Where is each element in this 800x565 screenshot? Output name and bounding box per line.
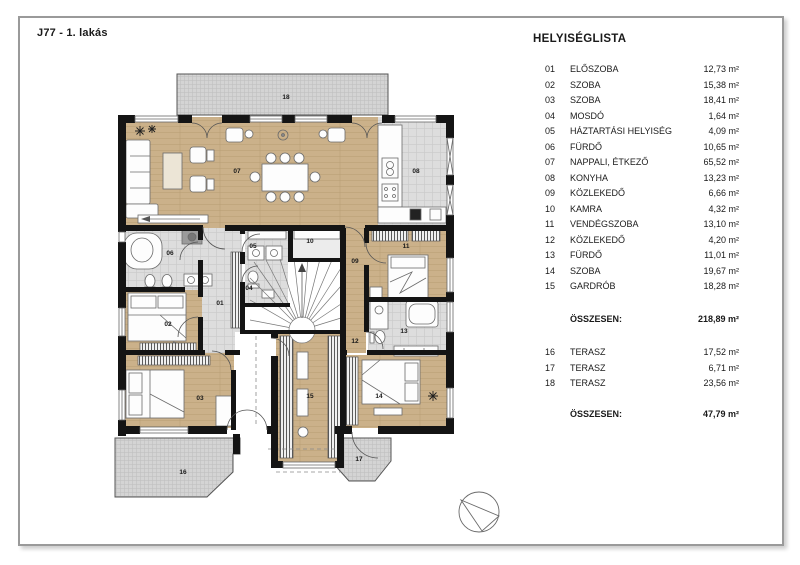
room-label-16: 16 bbox=[179, 469, 187, 476]
room-label-01: 01 bbox=[216, 300, 224, 307]
terrace-list-rows bbox=[545, 345, 739, 392]
pantry-shelf-10 bbox=[294, 230, 340, 239]
room-list-row bbox=[545, 171, 739, 187]
room-label-13: 13 bbox=[400, 328, 408, 335]
room-list-row bbox=[545, 124, 739, 140]
room-name: KÖZLEKEDŐ bbox=[570, 188, 626, 198]
coffee-table bbox=[163, 153, 182, 189]
room-area: 1,64 m² bbox=[708, 110, 739, 121]
room-label-10: 10 bbox=[306, 238, 314, 245]
room-label-15: 15 bbox=[306, 393, 314, 400]
room-number: 09 bbox=[545, 188, 556, 198]
room-label-05: 05 bbox=[249, 243, 257, 250]
room-list-row bbox=[545, 264, 739, 280]
room-number: 13 bbox=[545, 250, 556, 260]
room-list-row bbox=[545, 217, 739, 233]
room-area: 4,20 m² bbox=[708, 234, 739, 245]
terrace-area: 17,52 m² bbox=[703, 347, 739, 357]
room-name: SZOBA bbox=[570, 79, 601, 90]
north-arrow-icon bbox=[459, 492, 499, 532]
room-list-row bbox=[545, 78, 739, 94]
terrace-total-label: ÖSSZESEN: bbox=[570, 409, 623, 419]
room-name: KAMRA bbox=[570, 203, 603, 214]
terrace-number: 16 bbox=[545, 347, 556, 357]
room-area: 13,23 m² bbox=[703, 172, 739, 183]
room-list-row bbox=[545, 202, 739, 218]
room-label-11: 11 bbox=[402, 243, 410, 250]
room-area: 15,38 m² bbox=[703, 79, 739, 90]
room-name: SZOBA bbox=[570, 95, 601, 105]
room-number: 05 bbox=[545, 126, 556, 136]
room-area: 6,66 m² bbox=[708, 188, 739, 198]
room-name: FÜRDŐ bbox=[570, 250, 602, 260]
room-area: 12,73 m² bbox=[703, 64, 739, 74]
room-number: 14 bbox=[545, 265, 556, 276]
room-name: NAPPALI, ÉTKEZŐ bbox=[570, 157, 649, 167]
room-list-row bbox=[545, 140, 739, 156]
room-area: 19,67 m² bbox=[703, 265, 739, 276]
terrace-list-row bbox=[545, 345, 739, 361]
room-list-row bbox=[545, 248, 739, 264]
room-area: 10,65 m² bbox=[703, 141, 739, 152]
terrace-total-row bbox=[545, 407, 739, 423]
terrace-16 bbox=[115, 438, 240, 497]
room-number: 10 bbox=[545, 203, 556, 214]
terrace-name: TERASZ bbox=[570, 347, 606, 357]
terrace-area: 23,56 m² bbox=[703, 378, 739, 388]
room-name: KONYHA bbox=[570, 172, 609, 183]
room-number: 06 bbox=[545, 141, 556, 152]
terrace-list-row bbox=[545, 361, 739, 377]
terrace-area: 6,71 m² bbox=[708, 362, 739, 373]
room-number: 08 bbox=[545, 172, 556, 183]
sideboard-sliding-door bbox=[138, 215, 208, 223]
room-number: 02 bbox=[545, 79, 556, 90]
room-number: 04 bbox=[545, 110, 556, 121]
room-list-row bbox=[545, 155, 739, 171]
terrace-list-row bbox=[545, 376, 739, 392]
rooms-total-label: ÖSSZESEN: bbox=[570, 313, 623, 324]
terrace-number: 17 bbox=[545, 362, 556, 373]
room-list-row bbox=[545, 93, 739, 109]
room-label-02: 02 bbox=[164, 321, 172, 328]
room-list-row bbox=[545, 233, 739, 249]
room-list-rows bbox=[545, 62, 739, 295]
terrace-name: TERASZ bbox=[570, 378, 606, 388]
room-number: 12 bbox=[545, 234, 556, 245]
room-area: 13,10 m² bbox=[703, 219, 739, 229]
room-area: 65,52 m² bbox=[703, 157, 739, 167]
room-area: 18,41 m² bbox=[703, 95, 739, 105]
room-number: 03 bbox=[545, 95, 556, 105]
room-name: GARDRÓB bbox=[570, 281, 616, 291]
room-label-17: 17 bbox=[355, 456, 363, 463]
plan-title: J77 - 1. lakás bbox=[37, 27, 108, 39]
room-area: 11,01 m² bbox=[704, 250, 739, 260]
rooms-total-area: 218,89 m² bbox=[697, 313, 739, 324]
room-name: KÖZLEKEDŐ bbox=[570, 234, 626, 245]
room-area: 18,28 m² bbox=[703, 281, 739, 291]
room-list bbox=[545, 62, 739, 423]
room-list-row bbox=[545, 186, 739, 202]
room-name: HÁZTARTÁSI HELYISÉG bbox=[570, 126, 673, 136]
room-list-row bbox=[545, 109, 739, 125]
room-label-08: 08 bbox=[412, 168, 420, 175]
room-label-07: 07 bbox=[233, 168, 241, 175]
room-number: 07 bbox=[545, 157, 556, 167]
room-name: MOSDÓ bbox=[570, 110, 605, 121]
room-number: 11 bbox=[545, 219, 555, 229]
room-area: 4,09 m² bbox=[708, 126, 739, 136]
room-label-09: 09 bbox=[351, 258, 359, 265]
room-number: 01 bbox=[545, 64, 556, 74]
terrace-total-area: 47,79 m² bbox=[702, 409, 739, 419]
room-label-04: 04 bbox=[245, 285, 253, 292]
room-label-06: 06 bbox=[166, 250, 174, 257]
room-list-row bbox=[545, 62, 739, 78]
room-label-12: 12 bbox=[351, 338, 359, 345]
room-number: 15 bbox=[545, 281, 556, 291]
room-name: SZOBA bbox=[570, 265, 601, 276]
terrace-name: TERASZ bbox=[570, 362, 606, 373]
room-list-row bbox=[545, 279, 739, 295]
room-name: VENDÉGSZOBA bbox=[570, 219, 639, 229]
rooms-total-row bbox=[545, 312, 739, 328]
room-label-18: 18 bbox=[282, 94, 290, 101]
room-name: FÜRDŐ bbox=[570, 141, 602, 152]
room-area: 4,32 m² bbox=[708, 203, 739, 214]
room-label-03: 03 bbox=[196, 395, 204, 402]
room-name: ELŐSZOBA bbox=[570, 64, 619, 74]
room-label-14: 14 bbox=[375, 393, 383, 400]
room-list-heading: HELYISÉGLISTA bbox=[533, 33, 627, 45]
terrace-number: 18 bbox=[545, 378, 556, 388]
